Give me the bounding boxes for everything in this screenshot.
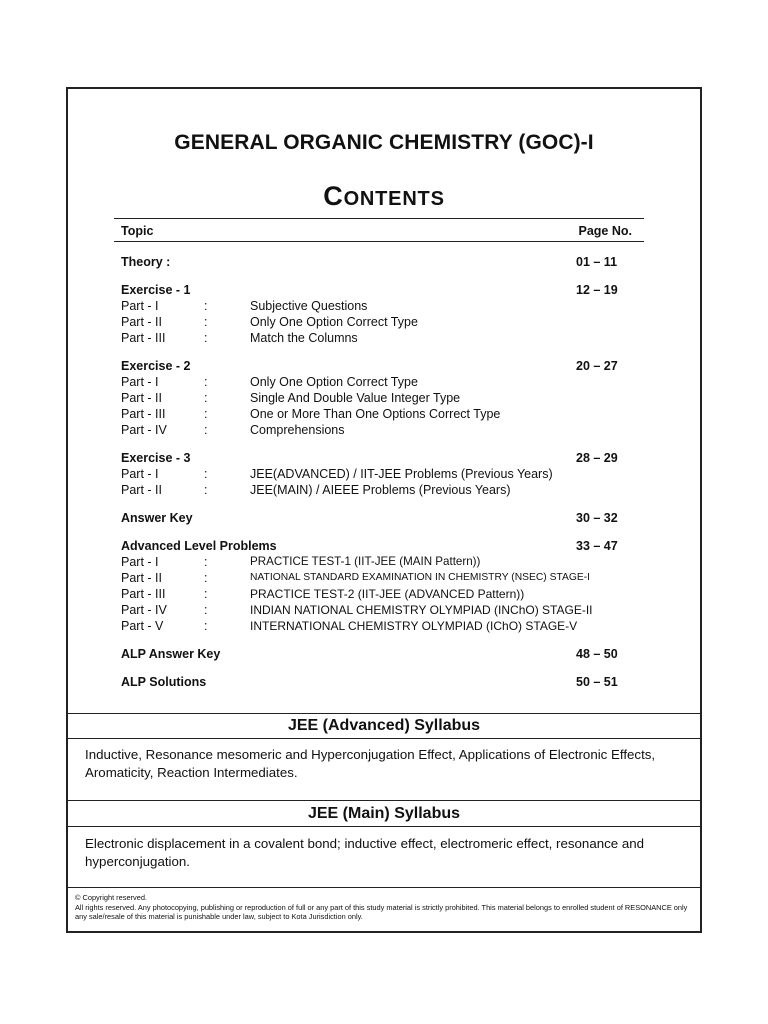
toc-alp-pages: 33 – 47 (576, 539, 618, 553)
page-frame (66, 87, 702, 933)
toc-part-desc: Comprehensions (250, 423, 345, 437)
toc-part-desc: JEE(ADVANCED) / IIT-JEE Problems (Previous Years) (250, 467, 553, 481)
toc-answer-key-pages: 30 – 32 (576, 511, 618, 525)
toc-colon: : (204, 467, 208, 481)
toc-colon: : (204, 315, 208, 329)
toc-part-desc: NATIONAL STANDARD EXAMINATION IN CHEMISTRY (NSEC) STAGE-I (250, 572, 591, 583)
toc-alp-solutions-pages: 50 – 51 (576, 675, 618, 689)
toc-part-desc: Only One Option Correct Type (250, 315, 418, 329)
toc-part-desc: INTERNATIONAL CHEMISTRY OLYMPIAD (IChO) STAGE-V (250, 619, 578, 633)
toc-exercise3-label: Exercise - 3 (121, 451, 191, 465)
advanced-syllabus-heading: JEE (Advanced) Syllabus (68, 713, 700, 739)
toc-part-label: Part - III (121, 331, 166, 345)
toc-part-label: Part - II (121, 315, 162, 329)
contents-heading (68, 181, 700, 212)
toc-colon: : (204, 571, 208, 585)
copyright-line: © Copyright reserved. (75, 893, 147, 902)
toc-colon: : (204, 391, 208, 405)
copyright-notice: All rights reserved. Any photocopying, publishing or reproduction of full or any part of this study material is strictly prohibited. This material belongs to enrolled student of RESONANCE only any sale/resale of this material is punishable under law, subject to Kota Jurisdiction only. (75, 902, 688, 921)
toc-part-label: Part - III (121, 407, 166, 421)
toc-colon: : (204, 375, 208, 389)
toc-part-label: Part - II (121, 483, 162, 497)
toc-part-label: Part - I (121, 299, 159, 313)
toc-colon: : (204, 555, 208, 569)
contents-rest: ONTENTS (343, 188, 445, 210)
toc-header-page: Page No. (578, 224, 632, 238)
toc-colon: : (204, 423, 208, 437)
toc-header (114, 218, 644, 242)
toc-part-desc: PRACTICE TEST-1 (IIT-JEE (MAIN Pattern)) (250, 555, 481, 568)
toc-colon: : (204, 603, 208, 617)
toc-part-label: Part - I (121, 555, 159, 569)
toc-part-desc: Only One Option Correct Type (250, 375, 418, 389)
toc-part-desc: JEE(MAIN) / AIEEE Problems (Previous Years) (250, 483, 511, 497)
toc-part-desc: Subjective Questions (250, 299, 368, 313)
toc-part-label: Part - I (121, 467, 159, 481)
toc-colon: : (204, 299, 208, 313)
advanced-syllabus-text: Inductive, Resonance mesomeric and Hyperconjugation Effect, Applications of Electronic Effects, Aromaticity, Reaction Intermediates. (85, 747, 656, 780)
toc-colon: : (204, 619, 208, 633)
toc-colon: : (204, 331, 208, 345)
document-title: GENERAL ORGANIC CHEMISTRY (GOC)-I (174, 131, 594, 154)
toc-part-desc: One or More Than One Options Correct Type (250, 407, 501, 421)
toc-part-label: Part - III (121, 587, 166, 601)
toc-part-label: Part - IV (121, 603, 167, 617)
toc-colon: : (204, 587, 208, 601)
toc-exercise2-label: Exercise - 2 (121, 359, 191, 373)
copyright-footer (75, 893, 695, 922)
toc-alp-answer-key-label: ALP Answer Key (121, 647, 221, 661)
toc-theory-label: Theory : (121, 255, 171, 269)
toc-colon: : (204, 407, 208, 421)
main-syllabus-text: Electronic displacement in a covalent bond; inductive effect, electromeric effect, resonance and hyperconjugation. (85, 836, 645, 869)
toc-part-desc: Match the Columns (250, 331, 358, 345)
toc-part-desc: Single And Double Value Integer Type (250, 391, 461, 405)
toc-alp-label: Advanced Level Problems (121, 539, 277, 553)
footer-divider (68, 887, 700, 888)
toc-part-label: Part - I (121, 375, 159, 389)
toc-exercise3-pages: 28 – 29 (576, 451, 618, 465)
toc-alp-solutions-label: ALP Solutions (121, 675, 207, 689)
toc-part-label: Part - II (121, 571, 162, 585)
toc-colon: : (204, 483, 208, 497)
toc-exercise1-label: Exercise - 1 (121, 283, 191, 297)
toc-part-label: Part - V (121, 619, 164, 633)
toc-header-topic: Topic (121, 224, 154, 238)
toc-part-label: Part - IV (121, 423, 167, 437)
toc-exercise2-pages: 20 – 27 (576, 359, 618, 373)
toc-answer-key-label: Answer Key (121, 511, 193, 525)
toc-theory-pages: 01 – 11 (576, 255, 618, 269)
toc-part-desc: PRACTICE TEST-2 (IIT-JEE (ADVANCED Pattern)) (250, 587, 525, 601)
toc-part-label: Part - II (121, 391, 162, 405)
toc-alp-answer-key-pages: 48 – 50 (576, 647, 618, 661)
toc-exercise1-pages: 12 – 19 (576, 283, 618, 297)
main-syllabus-heading: JEE (Main) Syllabus (68, 800, 700, 827)
toc-part-desc: INDIAN NATIONAL CHEMISTRY OLYMPIAD (INChO) STAGE-II (250, 603, 593, 617)
contents-first-letter: C (323, 181, 344, 211)
